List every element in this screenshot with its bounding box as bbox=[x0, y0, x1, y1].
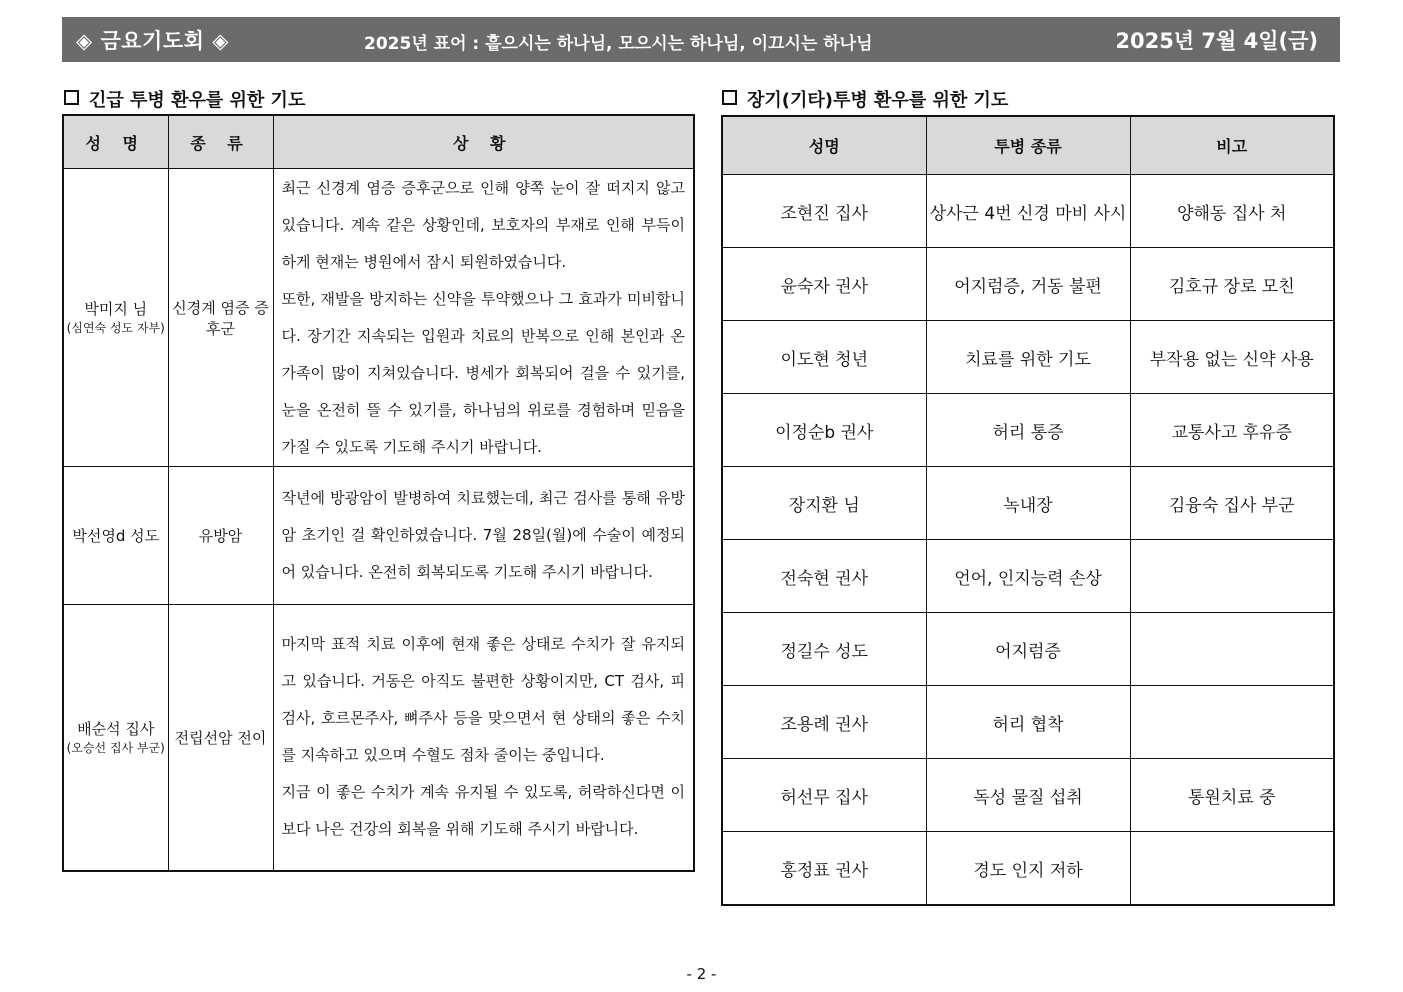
situation-cell bbox=[273, 605, 694, 871]
situation-text: 최근 신경계 염증 증후군으로 인해 양쪽 눈이 잘 떠지지 않고 있습니다. 계속 같은 상황인데, 보호자의 부재로 인해 부득이 하게 현재는 병원에서 잠시 퇴원하였습니다. bbox=[281, 178, 685, 271]
header-name: 성명 bbox=[722, 116, 926, 175]
table-row bbox=[63, 605, 694, 871]
meeting-title: ◈ 금요기도회 ◈ bbox=[76, 29, 229, 53]
patient-relation: (심연숙 성도 자부) bbox=[66, 321, 165, 335]
urgent-section-title bbox=[64, 86, 305, 112]
illness: 경도 인지 저하 bbox=[926, 832, 1130, 906]
table-row bbox=[722, 467, 1334, 540]
year-motto: 2025년 표어 : 흩으시는 하나님, 모으시는 하나님, 이끄시는 하나님 bbox=[364, 34, 873, 54]
note bbox=[1130, 613, 1334, 686]
table-row bbox=[722, 321, 1334, 394]
illness: 녹내장 bbox=[926, 467, 1130, 540]
situation-text: 작년에 방광암이 발병하여 치료했는데, 최근 검사를 통해 유방암 초기인 걸 확인하였습니다. 7월 28일(월)에 수술이 예정되어 있습니다. 온전히 회복되도록 기도해 주시기 바랍니다. bbox=[273, 467, 694, 605]
table-row bbox=[722, 248, 1334, 321]
table-row bbox=[722, 686, 1334, 759]
illness: 어지럼증, 거동 불편 bbox=[926, 248, 1130, 321]
patient-name: 윤숙자 권사 bbox=[722, 248, 926, 321]
meeting-date: 2025년 7월 4일(금) bbox=[1115, 29, 1318, 53]
patient-name: 배순석 집사 bbox=[77, 719, 155, 738]
patient-name: 조현진 집사 bbox=[722, 175, 926, 248]
urgent-title-text: 긴급 투병 환우를 위한 기도 bbox=[89, 90, 306, 111]
patient-name: 허선무 집사 bbox=[722, 759, 926, 832]
note bbox=[1130, 686, 1334, 759]
patient-name: 박미지 님 bbox=[84, 300, 148, 318]
note bbox=[1130, 540, 1334, 613]
longterm-title-text: 장기(기타)투병 환우를 위한 기도 bbox=[747, 90, 1009, 111]
illness: 허리 협착 bbox=[926, 686, 1130, 759]
table-row bbox=[722, 613, 1334, 686]
patient-name: 박선영d 성도 bbox=[63, 467, 168, 605]
table-row bbox=[722, 759, 1334, 832]
table-row bbox=[63, 467, 694, 605]
patient-name-cell bbox=[63, 169, 168, 467]
patient-name: 홍정표 권사 bbox=[722, 832, 926, 906]
situation-text: 마지막 표적 치료 이후에 현재 좋은 상태로 수치가 잘 유지되고 있습니다. 거동은 아직도 불편한 상황이지만, CT 검사, 피검사, 호르몬주사, 뼈주사 등을 맞으면서 현 상태의 좋은 수치를 지속하고 있으며 수혈도 점차 줄이는 중입니다. bbox=[281, 635, 685, 765]
checkbox-square-icon bbox=[722, 90, 737, 105]
disease-type: 전립선암 전이 bbox=[168, 605, 273, 871]
patient-name-cell bbox=[63, 605, 168, 871]
table-row bbox=[63, 169, 694, 467]
page-number: - 2 - bbox=[686, 965, 717, 983]
header-situation: 상 황 bbox=[273, 115, 694, 169]
patient-name: 정길수 성도 bbox=[722, 613, 926, 686]
longterm-section-title bbox=[722, 86, 1008, 112]
situation-cell bbox=[273, 169, 694, 467]
illness: 상사근 4번 신경 마비 사시 bbox=[926, 175, 1130, 248]
illness: 허리 통증 bbox=[926, 394, 1130, 467]
longterm-prayer-table bbox=[721, 115, 1335, 906]
patient-name: 전숙현 권사 bbox=[722, 540, 926, 613]
table-row bbox=[722, 540, 1334, 613]
disease-type: 유방암 bbox=[168, 467, 273, 605]
note bbox=[1130, 832, 1334, 906]
note: 교통사고 후유증 bbox=[1130, 394, 1334, 467]
illness: 독성 물질 섭취 bbox=[926, 759, 1130, 832]
patient-name: 장지환 님 bbox=[722, 467, 926, 540]
table-row bbox=[722, 394, 1334, 467]
header-illness: 투병 종류 bbox=[926, 116, 1130, 175]
note: 통원치료 중 bbox=[1130, 759, 1334, 832]
note: 김융숙 집사 부군 bbox=[1130, 467, 1334, 540]
table-header-row bbox=[63, 115, 694, 169]
header-type: 종 류 bbox=[168, 115, 273, 169]
situation-text: 또한, 재발을 방지하는 신약을 투약했으나 그 효과가 미비합니다. 장기간 지속되는 입원과 치료의 반복으로 인해 본인과 온 가족이 많이 지쳐있습니다. 병세가 회복되어 걸을 수 있기를, 눈을 온전히 뜰 수 있기를, 하나님의 위로를 경험하며 믿음을 가질 수 있도록 기도해 주시기 바랍니다. bbox=[281, 289, 685, 456]
urgent-prayer-table bbox=[62, 114, 695, 872]
patient-name: 조용례 권사 bbox=[722, 686, 926, 759]
table-row bbox=[722, 175, 1334, 248]
patient-name: 이도현 청년 bbox=[722, 321, 926, 394]
checkbox-square-icon bbox=[64, 90, 79, 105]
situation-text: 지금 이 좋은 수치가 계속 유지될 수 있도록, 허락하신다면 이보다 나은 건강의 회복을 위해 기도해 주시기 바랍니다. bbox=[281, 783, 685, 839]
header-name: 성 명 bbox=[63, 115, 168, 169]
table-row bbox=[722, 832, 1334, 906]
note: 양해동 집사 처 bbox=[1130, 175, 1334, 248]
illness: 어지럼증 bbox=[926, 613, 1130, 686]
disease-type: 신경계 염증 증후군 bbox=[168, 169, 273, 467]
note: 김호규 장로 모친 bbox=[1130, 248, 1334, 321]
table-header-row bbox=[722, 116, 1334, 175]
header-note: 비고 bbox=[1130, 116, 1334, 175]
note: 부작용 없는 신약 사용 bbox=[1130, 321, 1334, 394]
patient-name: 이정순b 권사 bbox=[722, 394, 926, 467]
header-bar bbox=[62, 17, 1340, 62]
patient-relation: (오승선 집사 부군) bbox=[66, 740, 165, 755]
illness: 치료를 위한 기도 bbox=[926, 321, 1130, 394]
illness: 언어, 인지능력 손상 bbox=[926, 540, 1130, 613]
